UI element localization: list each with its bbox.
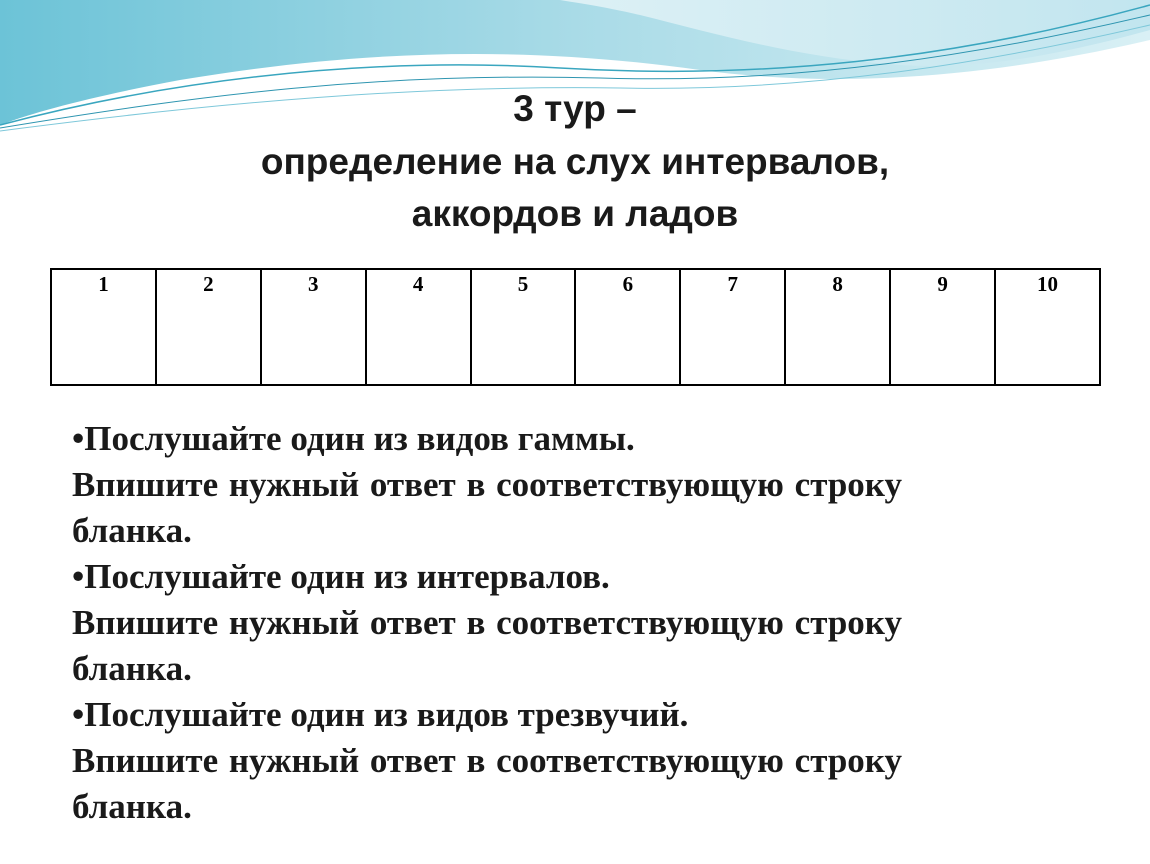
- instruction-line: бланка.: [72, 787, 192, 826]
- instruction-line: бланка.: [72, 649, 192, 688]
- answer-cell-8[interactable]: 8: [785, 269, 890, 385]
- answer-cell-1[interactable]: 1: [51, 269, 156, 385]
- instruction-line: бланка.: [72, 511, 192, 550]
- answer-grid: [50, 268, 1101, 386]
- answer-cell-10[interactable]: 10: [995, 269, 1100, 385]
- instructions-list: [72, 416, 1072, 830]
- slide-title-line-2: определение на слух интервалов,: [260, 141, 890, 182]
- instruction-line: •Послушайте один из интервалов.: [72, 557, 610, 596]
- answer-cell-5[interactable]: 5: [471, 269, 576, 385]
- answer-cell-7[interactable]: 7: [680, 269, 785, 385]
- instruction-line: •Послушайте один из видов трезвучий.: [72, 695, 689, 734]
- answer-cell-9[interactable]: 9: [890, 269, 995, 385]
- instruction-line: Впишите нужный ответ в соответствующую строку: [72, 741, 902, 780]
- answer-cell-6[interactable]: 6: [575, 269, 680, 385]
- answer-cell-2[interactable]: 2: [156, 269, 261, 385]
- instruction-line: •Послушайте один из видов гаммы.: [72, 419, 635, 458]
- slide-title-line-3: аккордов и ладов: [411, 193, 739, 234]
- answer-cell-4[interactable]: 4: [366, 269, 471, 385]
- answer-cell-3[interactable]: 3: [261, 269, 366, 385]
- answer-grid-row: [51, 269, 1100, 385]
- instruction-line: Впишите нужный ответ в соответствующую строку: [72, 603, 902, 642]
- slide-title-line-1: 3 тур –: [513, 88, 637, 129]
- instruction-line: Впишите нужный ответ в соответствующую строку: [72, 465, 902, 504]
